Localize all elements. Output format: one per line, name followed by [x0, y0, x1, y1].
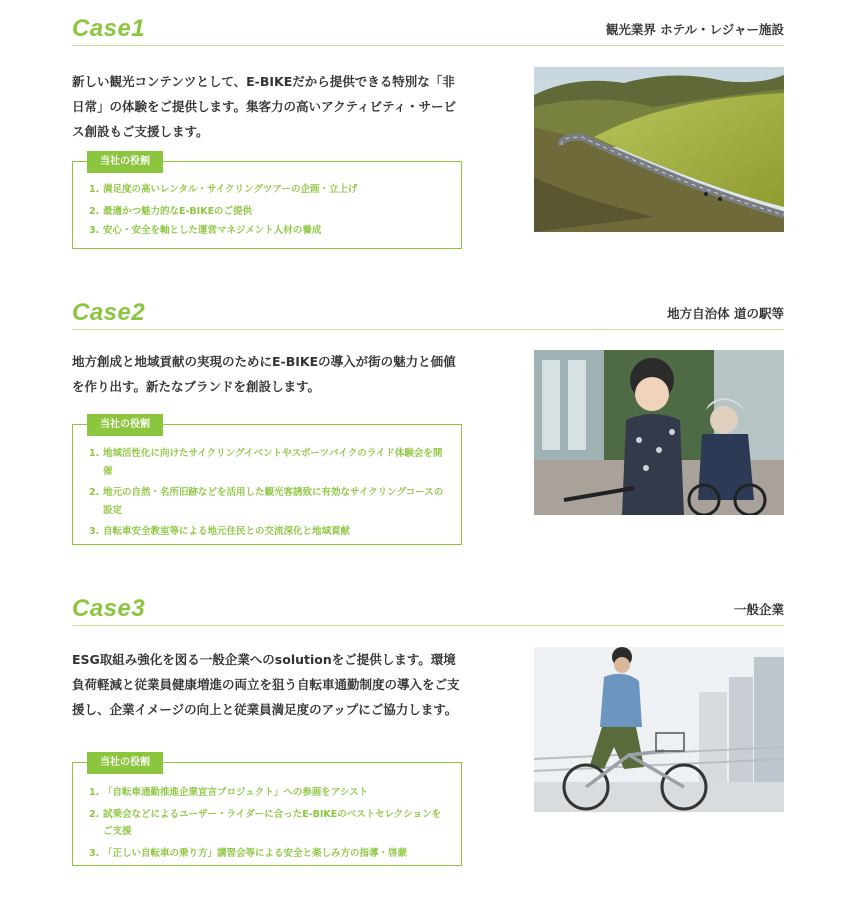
case-title: Case1: [72, 15, 146, 42]
case-title: Case3: [72, 595, 146, 622]
case-1: [72, 5, 784, 236]
case-header: [72, 289, 784, 330]
photo-commuter-cyclist: [534, 647, 784, 812]
case-category: 地方自治体 道の駅等: [667, 306, 784, 321]
commuter-cyclist-illustration: [534, 647, 784, 812]
case-header: [72, 585, 784, 626]
case-3: [72, 585, 784, 859]
role-label: 当社の役割: [87, 151, 163, 173]
case-lead-text: 新しい観光コンテンツとして、E-BIKEだから提供できる特別な「非日常」の体験をご提供します。集客力の高いアクティビティ・サービス創設もご支援します。: [72, 74, 457, 139]
role-list: [89, 445, 449, 545]
photo-coastal-road-cyclists: [534, 67, 784, 232]
role-box: [72, 156, 462, 249]
role-label: 当社の役割: [87, 752, 163, 774]
role-item: 3. 安心・安全を軸とした運営マネジメント人材の養成: [89, 225, 322, 236]
case-category: 一般企業: [733, 602, 784, 617]
role-item: 1. 満足度の高いレンタル・サイクリングツアーの企画・立上げ: [89, 184, 358, 195]
role-item: 1. 「自転車通勤推進企業宣言プロジェクト」への参画をアシスト: [89, 787, 369, 798]
case-title: Case2: [72, 299, 146, 326]
role-item: 3. 自転車安全教室等による地元住民との交流深化と地域貢献: [89, 526, 351, 537]
case-header: [72, 5, 784, 46]
role-list: [89, 181, 449, 244]
role-item: 1. 地域活性化に向けたサイクリングイベントやスポーツバイクのライド体験会を開催: [89, 448, 443, 477]
photo-two-cyclists-street: [534, 350, 784, 515]
role-box: [72, 757, 462, 866]
case-2: [72, 289, 784, 537]
role-item: 2. 試乗会などによるユーザー・ライダーに合ったE-BIKEのベストセレクションをご支援: [89, 808, 442, 837]
case-lead-text: ESG取組み強化を図る一般企業へのsolutionをご提供します。環境負荷軽減と従業員健康増進の両立を狙う自転車通勤制度の導入をご支援し、企業イメージの向上と従業員満足度のアップにご協力します。: [72, 652, 460, 717]
role-item: 2. 最適かつ魅力的なE-BIKEのご提供: [89, 205, 253, 217]
landscape-illustration: [534, 67, 784, 232]
street-cyclists-illustration: [534, 350, 784, 515]
role-item: 3. 「正しい自転車の乗り方」講習会等による安全と楽しみ方の指導・啓蒙: [89, 847, 408, 859]
case-category: 観光業界 ホテル・レジャー施設: [605, 22, 784, 37]
role-list: [89, 784, 449, 866]
role-item: 2. 地元の自然・名所旧跡などを活用した観光客誘致に有効なサイクリングコースの設定: [89, 487, 444, 516]
case-lead-text: 地方創成と地域貢献の実現のためにE-BIKEの導入が街の魅力と価値を作り出す。新たなブランドを創設します。: [72, 354, 456, 394]
role-label: 当社の役割: [87, 414, 163, 436]
role-box: [72, 419, 462, 545]
